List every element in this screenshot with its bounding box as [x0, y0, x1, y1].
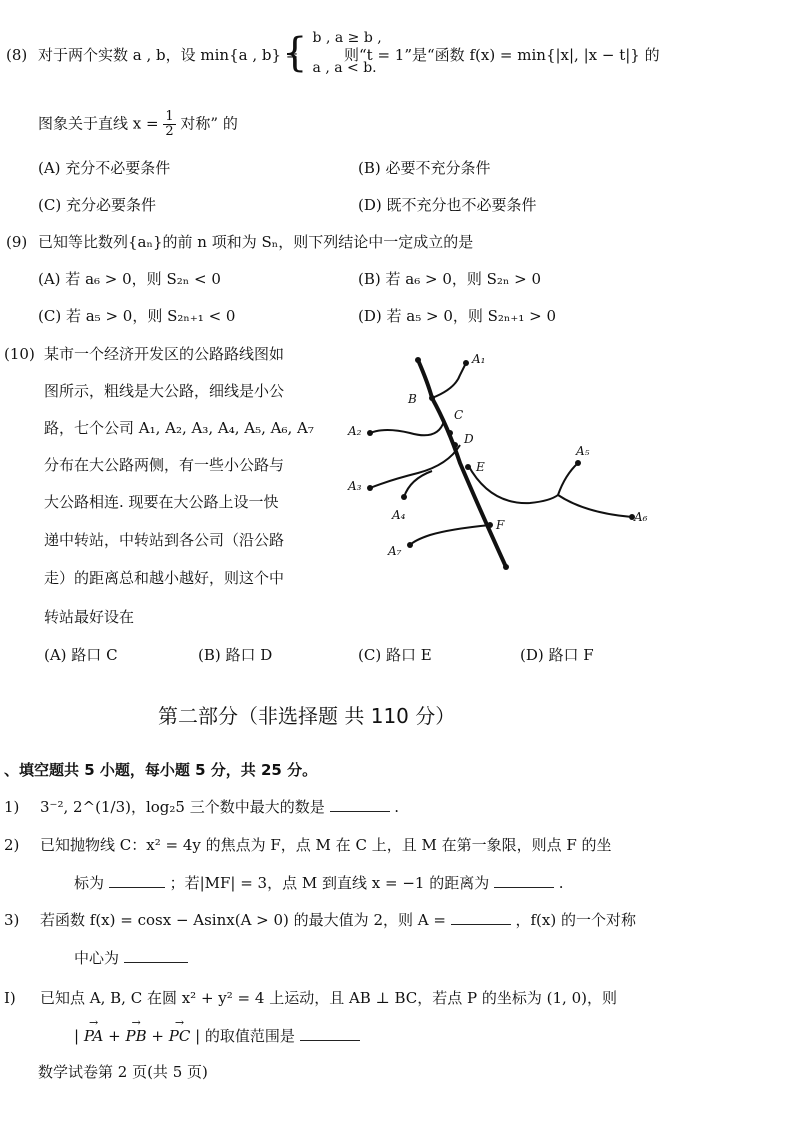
main-road-end — [503, 564, 509, 570]
q9-option-a: (A) 若 a₆ > 0，则 S₂ₙ < 0 — [38, 270, 221, 288]
main-road — [418, 360, 506, 567]
q12-line2-a: 标为 — [74, 874, 105, 892]
q14-answer-blank[interactable] — [300, 1026, 360, 1041]
junction-e — [465, 464, 471, 470]
q13-line-1 — [40, 910, 636, 930]
q10-number: (10) — [4, 345, 35, 363]
main-road-start — [415, 357, 421, 363]
q8-option-b: (B) 必要不充分条件 — [358, 159, 491, 177]
plus-1: + — [103, 1027, 126, 1045]
label-a6: A₆ — [634, 510, 648, 524]
junction-d — [452, 442, 458, 448]
q10-road-diagram — [340, 345, 660, 575]
q10-option-a: (A) 路口 C — [44, 646, 118, 664]
point-a7 — [407, 542, 413, 548]
road-to-a6 — [558, 495, 632, 517]
q10-line-5: 大公路相连. 现要在大公路上设一快 — [44, 493, 279, 511]
q8-frac-den: 2 — [165, 124, 174, 139]
road-to-a2 — [370, 421, 444, 435]
q10-option-d: (D) 路口 F — [520, 646, 594, 664]
q10-line-8: 转站最好设在 — [44, 608, 135, 626]
q8-frac-num: 1 — [165, 109, 174, 124]
q8-stem-b: 则“t = 1”是“函数 f(x) = min{|x|, |x − t|} 的 — [344, 46, 660, 64]
plus-2: + — [146, 1027, 169, 1045]
q10-line-7: 走）的距离总和越小越好，则这个中 — [44, 569, 285, 587]
q13-number: 3) — [4, 911, 20, 929]
q9-option-c: (C) 若 a₅ > 0，则 S₂ₙ₊₁ < 0 — [38, 307, 236, 325]
q8-fraction — [163, 110, 175, 139]
label-e: E — [476, 460, 485, 474]
q8-piecewise: { b , a ≥ b , a , a < b. — [282, 30, 382, 76]
q11-text-a: 3⁻², 2^(1/3)，log₂5 三个数中最大的数是 — [40, 798, 325, 816]
q10-option-c: (C) 路口 E — [358, 646, 432, 664]
part-two-title: 第二部分（非选择题 共 110 分） — [158, 704, 456, 728]
q11-number: 1) — [4, 798, 20, 816]
page-footer: 数学试卷第 2 页(共 5 页) — [38, 1063, 208, 1081]
q12-number: 2) — [4, 836, 20, 854]
point-a4 — [401, 494, 407, 500]
q8-stem-a: 对于两个实数 a , b，设 min{a , b} = — [38, 46, 299, 64]
road-to-a5 — [558, 463, 578, 495]
q13-line-2 — [74, 948, 188, 968]
q11-text — [40, 797, 399, 817]
q14-line-1: 已知点 A, B, C 在圆 x² + y² = 4 上运动，且 AB ⊥ BC，若点 P 的坐标为 (1, 0)，则 — [40, 989, 617, 1007]
label-a1: A₁ — [472, 352, 486, 366]
q13-line1-b: ，f(x) 的一个对称 — [515, 911, 636, 929]
q14-line2-b: | 的取值范围是 — [195, 1027, 295, 1045]
q8-option-c: (C) 充分必要条件 — [38, 196, 156, 214]
point-a5 — [575, 460, 581, 466]
point-a1 — [463, 360, 469, 366]
label-a5: A₅ — [576, 444, 590, 458]
road-to-a7 — [410, 525, 490, 545]
label-f: F — [496, 518, 505, 532]
q9-number: (9) — [6, 233, 28, 251]
q8-line2 — [38, 110, 238, 139]
point-a3 — [367, 485, 373, 491]
junction-b — [429, 395, 435, 401]
q8-option-a: (A) 充分不必要条件 — [38, 159, 171, 177]
vector-pc: → PC — [169, 1026, 191, 1046]
q14-abs-open: | — [74, 1027, 80, 1045]
q14-number: I) — [4, 989, 16, 1007]
q11-answer-blank[interactable] — [330, 797, 390, 812]
q13-answer-blank-2[interactable] — [124, 948, 188, 963]
label-d: D — [464, 432, 474, 446]
junction-f — [487, 522, 493, 528]
q13-answer-blank-1[interactable] — [451, 910, 511, 925]
q12-line2-b: ；若|MF| = 3，点 M 到直线 x = −1 的距离为 — [169, 874, 490, 892]
q9-option-b: (B) 若 a₆ > 0，则 S₂ₙ > 0 — [358, 270, 542, 288]
q9-option-d: (D) 若 a₅ > 0，则 S₂ₙ₊₁ > 0 — [358, 307, 556, 325]
point-a2 — [367, 430, 373, 436]
q12-line-1: 已知抛物线 C：x² = 4y 的焦点为 F，点 M 在 C 上，且 M 在第一象限，则点 F 的坐 — [40, 836, 612, 854]
q13-line2: 中心为 — [74, 949, 120, 967]
q12-line2-c: . — [558, 874, 564, 892]
label-a3: A₃ — [348, 479, 362, 493]
section-heading: 、填空题共 5 小题，每小题 5 分，共 25 分。 — [4, 761, 318, 779]
q10-line-4: 分布在大公路两侧，有一些小公路与 — [44, 456, 285, 474]
q12-line-2 — [74, 873, 564, 893]
junction-c — [447, 430, 453, 436]
q10-line-3: 路，七个公司 A₁, A₂, A₃, A₄, A₅, A₆, A₇ — [44, 419, 314, 437]
q9-stem: 已知等比数列{aₙ}的前 n 项和为 Sₙ，则下列结论中一定成立的是 — [38, 233, 474, 251]
q10-option-b: (B) 路口 D — [198, 646, 273, 664]
q8-case-1: b , a ≥ b , — [312, 30, 382, 46]
q8-line2-b: 对称” 的 — [180, 114, 238, 133]
label-a2: A₂ — [348, 424, 362, 438]
q10-line-2: 图所示，粗线是大公路，细线是小公 — [44, 382, 285, 400]
vector-pa: → PA — [84, 1026, 104, 1046]
label-a7: A₇ — [388, 544, 402, 558]
q8-number: (8) — [6, 46, 28, 64]
q8-option-d: (D) 既不充分也不必要条件 — [358, 196, 537, 214]
label-c: C — [454, 408, 464, 422]
q12-answer-blank-1[interactable] — [109, 873, 165, 888]
q12-answer-blank-2[interactable] — [494, 873, 554, 888]
q8-case-2: a , a < b. — [312, 60, 377, 76]
q11-text-b: . — [394, 798, 400, 816]
q10-line-6: 递中转站，中转站到各公司（沿公路 — [44, 531, 285, 549]
vector-pb: → PB — [126, 1026, 147, 1046]
road-to-a1 — [432, 363, 466, 398]
q10-line-1: 某市一个经济开发区的公路路线图如 — [44, 345, 285, 363]
q14-line-2 — [74, 1026, 360, 1046]
q13-line1-a: 若函数 f(x) = cosx − Asinx(A > 0) 的最大值为 2，则 A = — [40, 911, 446, 929]
q8-line2-a: 图象关于直线 x = — [38, 114, 159, 133]
label-b: B — [408, 392, 417, 406]
label-a4: A₄ — [392, 508, 406, 522]
